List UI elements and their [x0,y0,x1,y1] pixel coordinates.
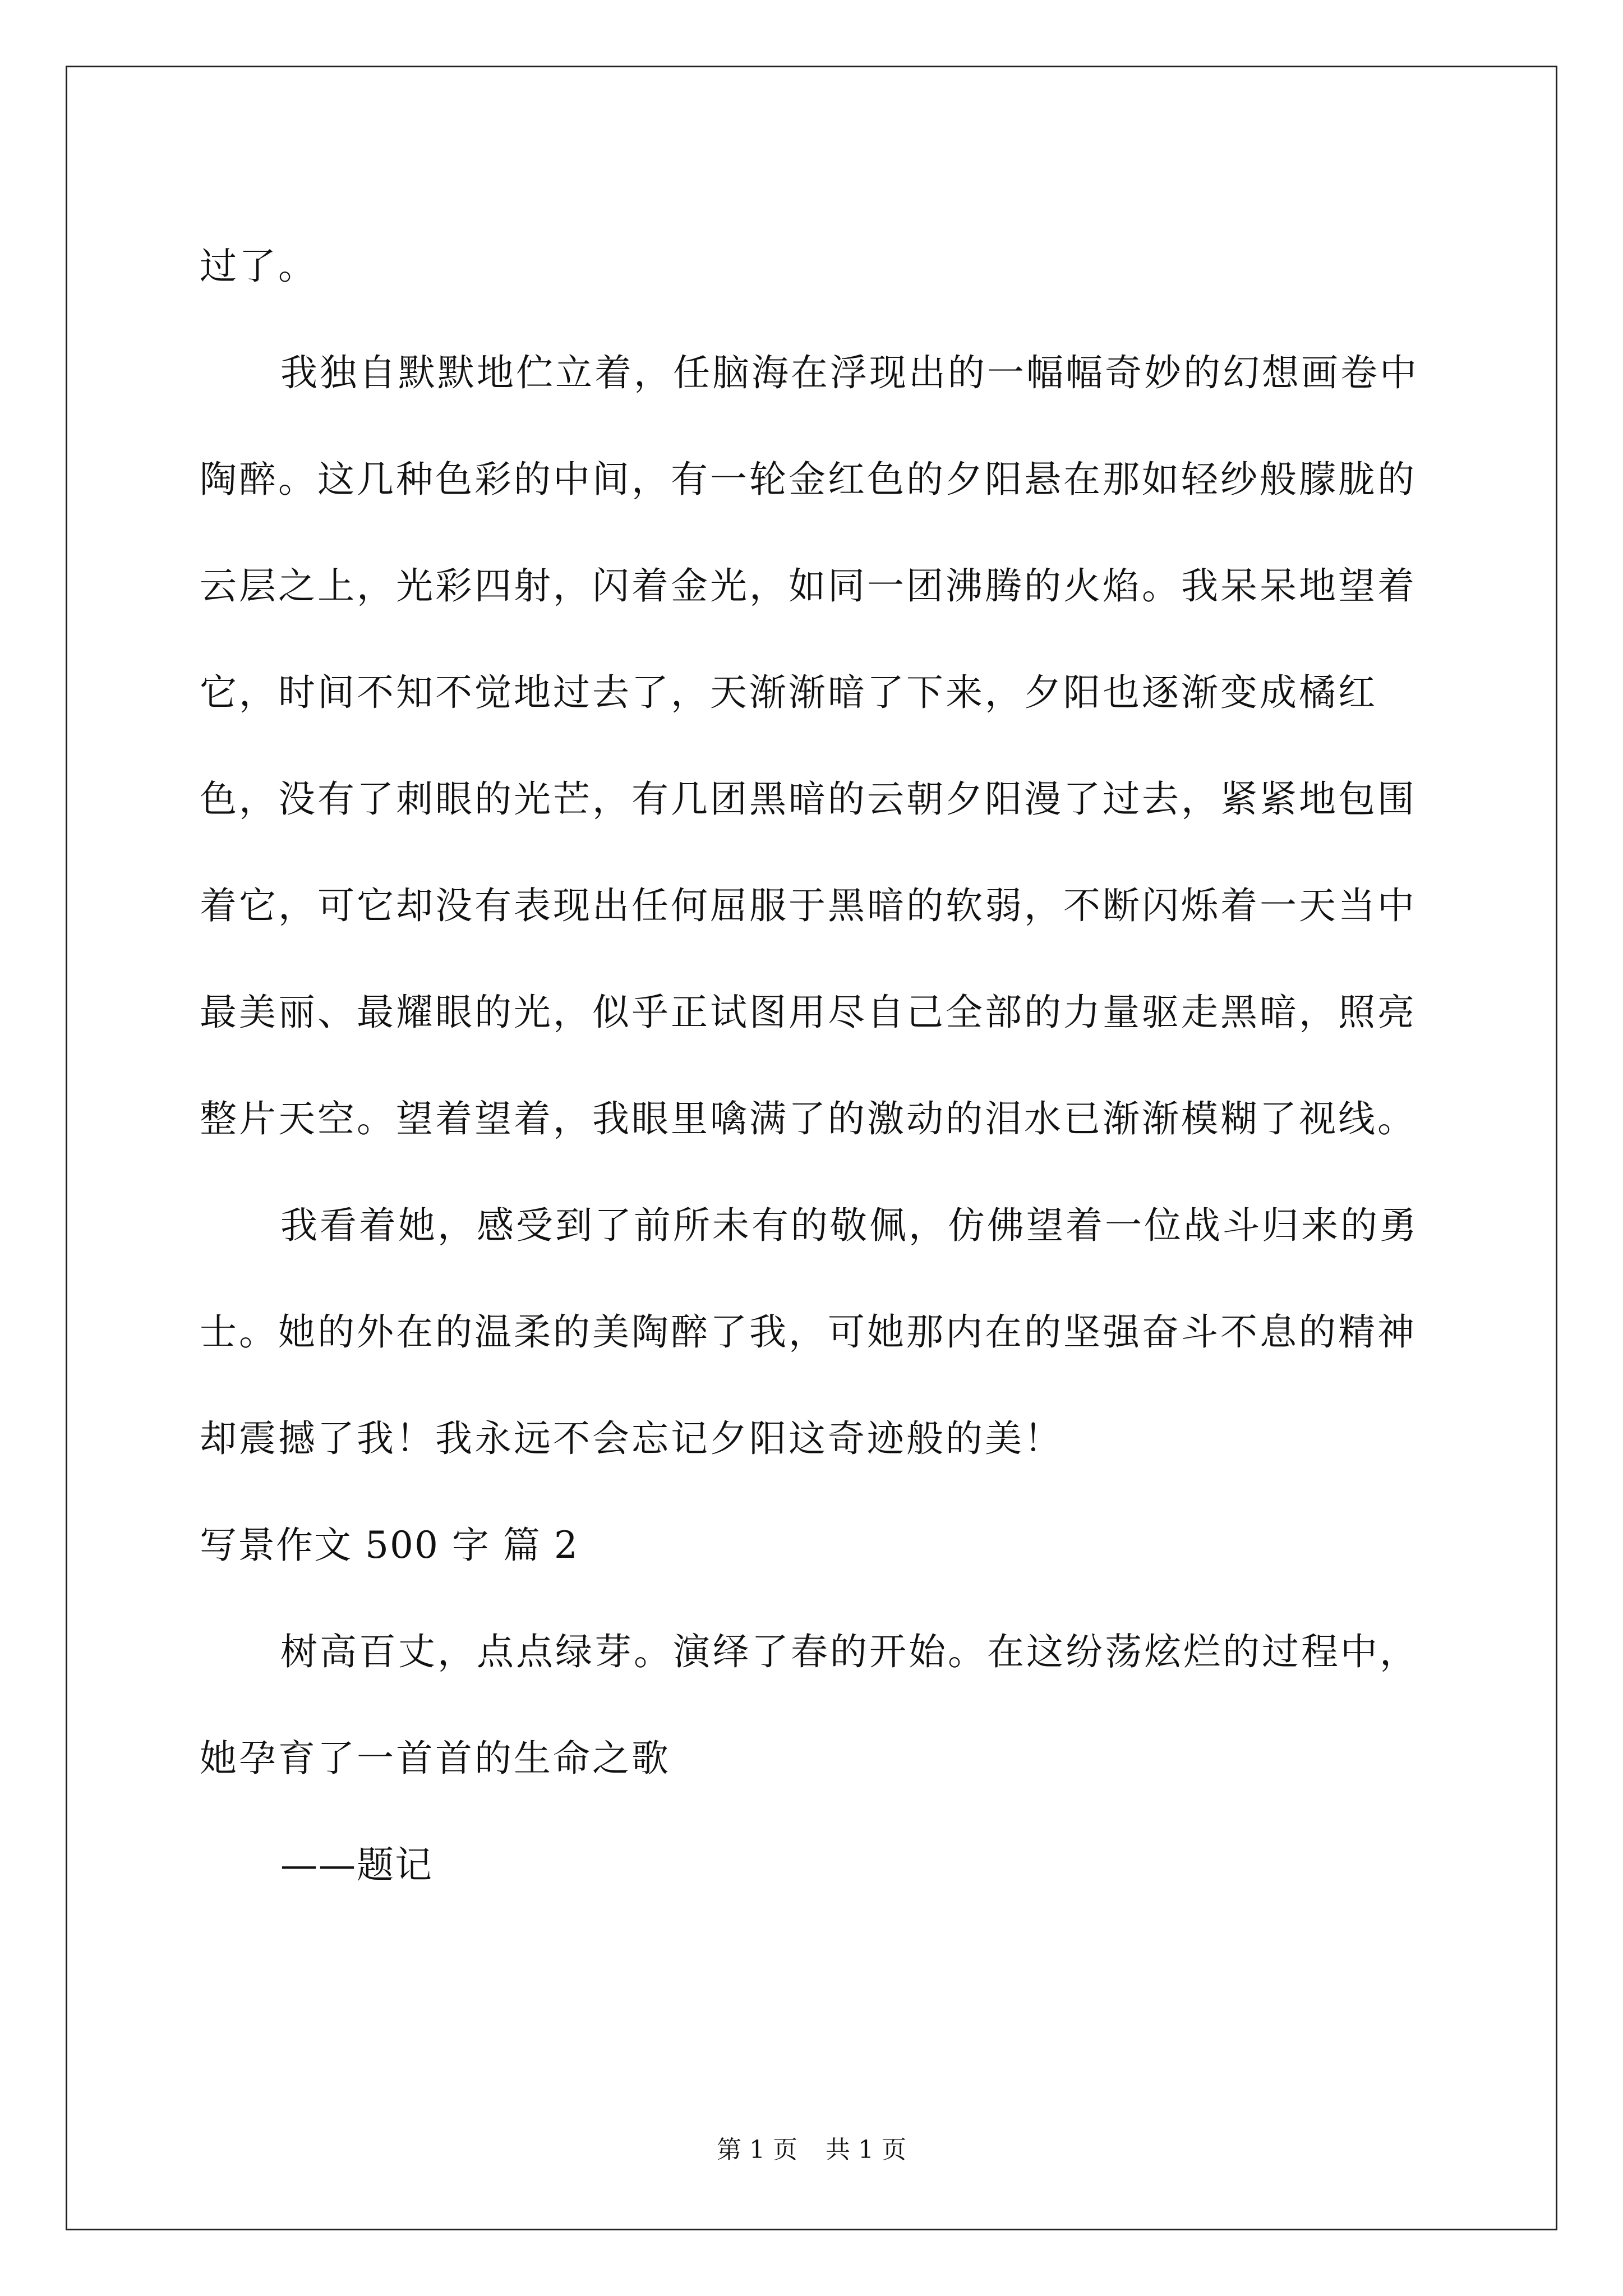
paragraph-sunset-description: 我独自默默地伫立着，任脑海在浮现出的一幅幅奇妙的幻想画卷中陶醉。这几种色彩的中间，有一轮金红色的夕阳悬在那如轻纱般朦胧的云层之上，光彩四射，闪着金光，如同一团沸腾的火焰。我呆呆地望着它，时间不知不觉地过去了，天渐渐暗了下来，夕阳也逐渐变成橘红色，没有了刺眼的光芒，有几团黑暗的云朝夕阳漫了过去，紧紧地包围着它，可它却没有表现出任何屈服于黑暗的软弱，不断闪烁着一天当中最美丽、最耀眼的光，似乎正试图用尽自己全部的力量驱走黑暗，照亮整片天空。望着望着，我眼里噙满了的激动的泪水已渐渐模糊了视线。 [200,351,1419,1140]
page-footer [0,2129,1623,2165]
page-number-current: 第 1 页 [717,2136,797,2164]
epigraph-signature: ——题记 [280,1843,433,1887]
page-number-total: 共 1 页 [826,2136,906,2164]
section-heading: 写景作文 500 字 篇 2 [200,1524,579,1567]
paragraph-continuation: 过了。 [200,245,317,288]
paragraph-epigraph: 树高百丈，点点绿芽。演绎了春的开始。在这纷荡炫烂的过程中，她孕育了一首首的生命之歌 [200,1630,1419,1780]
document-body [200,213,1428,1918]
paragraph-admiration: 我看着她，感受到了前所未有的敬佩，仿佛望着一位战斗归来的勇士。她的外在的温柔的美陶醉了我，可她那内在的坚强奋斗不息的精神却震撼了我！我永远不会忘记夕阳这奇迹般的美！ [200,1204,1419,1460]
